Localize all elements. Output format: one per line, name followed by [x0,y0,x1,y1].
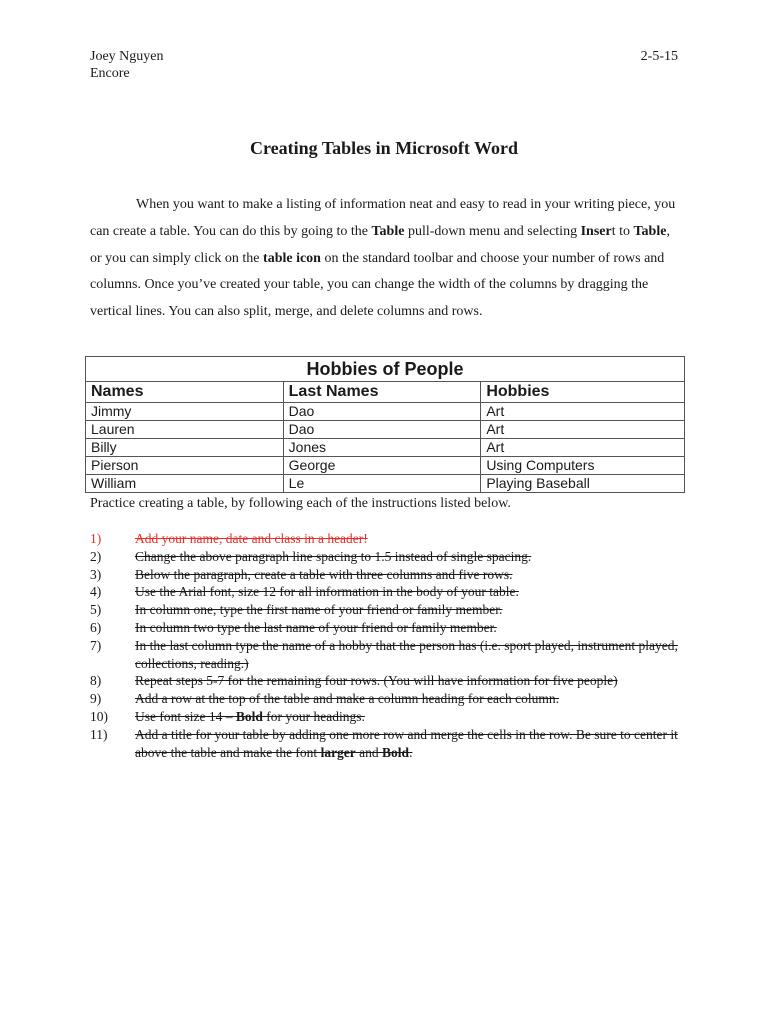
para-text: pull-down menu and selecting [404,223,581,239]
table-cell: Jones [283,439,481,457]
step-text-part: Add a title for your table by adding one more row and merge the cells in the row. Be sure to center it above the table and make the font [135,726,678,760]
column-header: Last Names [283,382,481,403]
para-text: t to [611,223,634,239]
list-item [90,619,690,637]
header-left [90,48,164,82]
table-cell: Lauren [86,421,284,439]
list-item [90,708,690,726]
table-cell: Using Computers [481,457,685,475]
step-number: 11) [90,726,108,742]
step-number: 1) [90,531,102,546]
step-text: Repeat steps 5-7 for the remaining four rows. (You will have information for five people) [135,673,618,689]
author-name: Joey Nguyen [90,49,164,64]
steps-list [90,530,690,761]
step-text: Add your name, date and class in a header! [135,531,368,546]
practice-instructions: Practice creating a table, by following each of the instructions listed below. [90,496,511,511]
step-text-part: Use font size 14 – [135,708,236,724]
table-row [86,457,685,475]
table-cell: Dao [283,403,481,421]
hobbies-table [85,356,685,493]
step-number: 9) [90,691,102,707]
table-cell: Jimmy [86,403,284,421]
class-name: Encore [90,66,130,81]
table-row [86,403,685,421]
table-cell: George [283,457,481,475]
header-date: 2-5-15 [640,49,678,64]
list-item [90,530,690,548]
table-cell: Art [481,421,685,439]
step-text [135,726,690,762]
table-cell: Dao [283,421,481,439]
step-number: 8) [90,673,102,689]
step-bold-word: larger [320,744,356,760]
list-item [90,601,690,619]
step-bold-word: Bold [382,744,410,760]
step-text: Use the Arial font, size 12 for all information in the body of your table. [135,584,519,600]
list-item [90,637,690,673]
step-text: Change the above paragraph line spacing to 1.5 instead of single spacing. [135,548,532,564]
para-bold: Table [371,223,405,239]
table-cell: Billy [86,439,284,457]
intro-paragraph [90,192,680,326]
document-title: Creating Tables in Microsoft Word [249,138,519,158]
table-cell: Playing Baseball [481,475,685,493]
list-item [90,583,690,601]
step-text: Below the paragraph, create a table with three columns and five rows. [135,566,513,582]
column-header: Hobbies [481,382,685,403]
step-text: In the last column type the name of a hobby that the person has (i.e. sport played, instrument played, collections, reading.) [135,637,678,671]
step-text-part: and [355,744,383,760]
step-bold-word: Bold [235,708,263,724]
table-caption: Hobbies of People [86,357,685,382]
step-number: 5) [90,602,102,618]
para-bold: table icon [263,250,321,266]
table-cell: Le [283,475,481,493]
step-number: 4) [90,584,102,600]
step-number: 3) [90,566,102,582]
step-number: 2) [90,548,102,564]
list-item [90,672,690,690]
step-text-part: . [409,744,413,760]
para-text: on the standard toolbar and choose your number of rows and columns. Once you’ve created your table, you can change the width of the columns by dragging the vertical lines. You can also split, merge, and delete columns and rows. [90,250,665,320]
column-header: Names [86,382,284,403]
step-text-part: for your headings. [262,708,365,724]
step-number: 7) [90,637,102,653]
table-cell: Art [481,439,685,457]
step-text: In column two type the last name of your friend or family member. [135,619,497,635]
list-item [90,690,690,708]
list-item [90,726,690,762]
para-text: , or you can simply click on the [90,223,670,266]
step-text: Add a row at the top of the table and make a column heading for each column. [135,691,559,707]
step-number: 10) [90,708,108,724]
table-row [86,439,685,457]
table-cell: William [86,475,284,493]
step-number: 6) [90,619,102,635]
para-bold: Table [633,223,667,239]
step-text: In column one, type the first name of your friend or family member. [135,602,503,618]
para-text: When you want to make a listing of information neat and easy to read in your writing piece, you can create a table. You can do this by going to the [90,197,676,239]
table-cell: Art [481,403,685,421]
para-bold: Inser [580,223,612,239]
step-text [135,708,365,726]
list-item [90,566,690,584]
table-cell: Pierson [86,457,284,475]
table-row [86,421,685,439]
table-row [86,475,685,493]
list-item [90,548,690,566]
